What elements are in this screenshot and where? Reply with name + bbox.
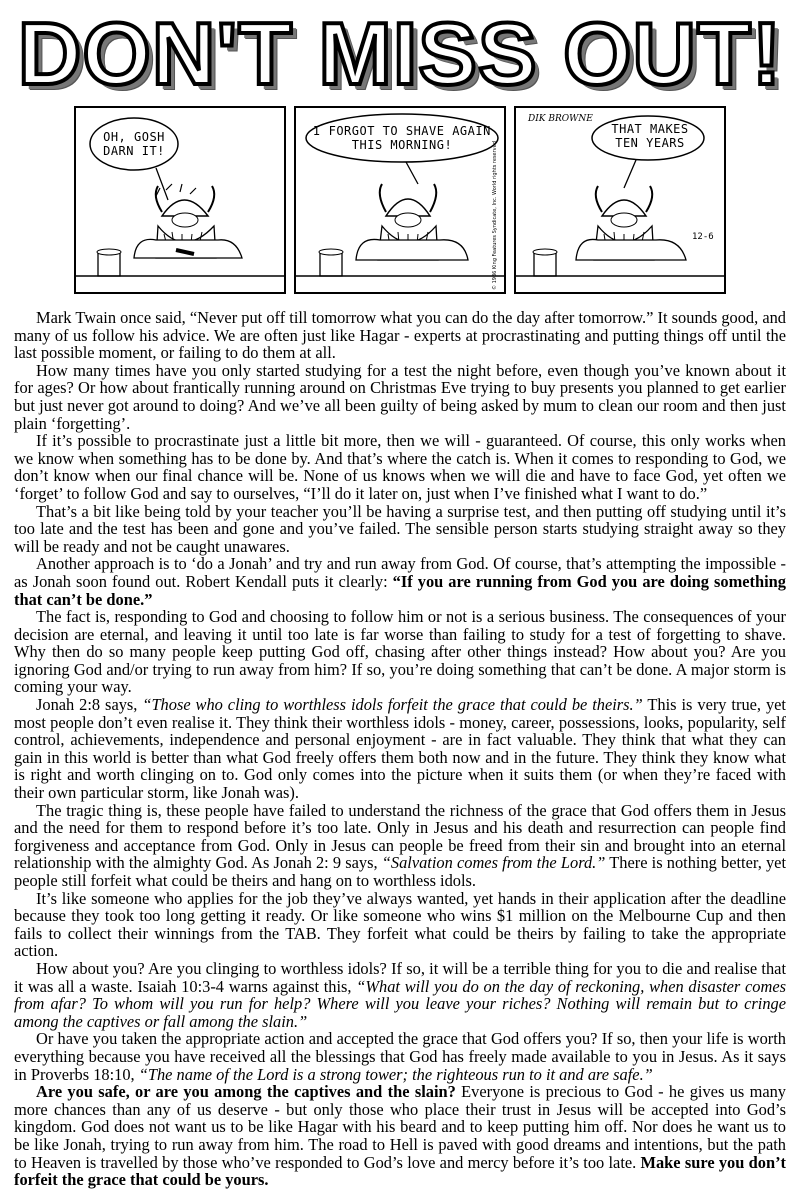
headline: DON'T MISS OUT! [17, 4, 783, 103]
copyright-notice: © 1986 King Features Syndicate, Inc. World rights reserved [492, 141, 498, 290]
text-run: Jonah 2:8 says, [36, 695, 143, 715]
strip-date: 12-6 [692, 232, 714, 242]
text-run: Everyone is precious to God - he gives us many more chances than any of us deserve - but only those who place their trust in Jesus will be accepted into God’s kingdom. God does not want us to be like Hagar with his beard and to keep putting him off. Nor does he want us to be like Jonah, trying to run away from him. The road to Hell is paved with good dreams and intentions, but the path to Heaven is travelled by those who’ve responded to God’s love and mercy before it’s too late. [14, 1082, 787, 1172]
paragraph: How many times have you only started studying for a test the night before, even though you’ve known about it for ages? Or how about frantically running around on Christmas Eve trying to buy presents you planned to get earlier but just never got around to doing? And we’ve all been guilty of being asked by mum to clean our room and then just plain ‘forgetting’. [14, 360, 786, 433]
panel-1-speech: OH, GOSH DARN IT! [103, 130, 165, 158]
scripture-quote: “The name of the Lord is a strong tower; the righteous run to it and are safe.” [138, 1064, 653, 1084]
bold-closing: Make sure you don’t forfeit the grace that could be yours. [14, 1152, 786, 1190]
article-body [14, 309, 786, 1189]
paragraph: The fact is, responding to God and choosing to follow him or not is a serious business. The consequences of your decision are eternal, and leaving it until too late is far worse than failing to study for a test of forgetting to shave. Why then do so many people keep putting God off, chasing after other things instead? How about you? Are you ignoring God and/or trying to run away from him? If so, you’re doing something that can’t be done. A major storm is coming your way. [14, 607, 786, 697]
paragraph [14, 555, 786, 608]
comic-panel-3 [514, 106, 726, 294]
comic-panel-1 [74, 106, 286, 294]
artist-signature: DIK BROWNE [528, 114, 593, 124]
paragraph [14, 1030, 786, 1083]
scripture-quote: “Salvation comes from the Lord.” [381, 853, 606, 873]
text-run: Or have you taken the appropriate action and accepted the grace that God offers you? If so, then your life is worth everything because you have received all the blessings that God has freely made available to you in Jesus. As it says in Proverbs 18:10, [14, 1029, 786, 1084]
bold-quote: “If you are running from God you are doing something that can’t be done.” [14, 571, 786, 609]
paragraph: Mark Twain once said, “Never put off till tomorrow what you can do the day after tomorrow.” It sounds good, and many of us follow his advice. We are often just like Hagar - experts at procrastinating and putting things off until the last possible moment, or failing to do them at all. [14, 308, 786, 363]
paragraph [14, 1083, 786, 1189]
text-run: The tragic thing is, these people have failed to understand the richness of the grace that God offers them in Jesus and the need for them to respond before it’s too late. Only in Jesus and his death and resurrection can people find forgiveness and acceptance from God. Only in Jesus can people be freed from their sin and brought into an eternal relationship with the almighty God. As Jonah 2: 9 says, [14, 800, 786, 873]
paragraph [14, 960, 786, 1030]
text-run: This is very true, yet most people don’t even realise it. They think their worthless idols - money, career, possessions, looks, popularity, self control, achievements, independence and personal enjoyment - are in fact valuable. They think that what they can gain in this world is better than what God freely offers them both now and in the future. They think they know what is right and worth clinging on to. God only comes into the picture when it suits them (or when they’re faced with their own particular storm, like Jonah was). [14, 695, 786, 803]
paragraph [14, 696, 786, 802]
paragraph: It’s like someone who applies for the job they’ve always wanted, yet hands in their application after the deadline because they took too long getting it ready. Or like someone who wins $1 million on the Melbourne Cup and then fails to collect their winnings from the TAB. They forfeit what could be theirs by failing to take the appropriate action. [14, 888, 786, 961]
scripture-quote: “What will you do on the day of reckoning, when disaster comes from afar? To whom will you run for help? Where will you leave your riches? Nothing will remain but to cringe among the captives or fall among the slain.” [14, 976, 786, 1031]
paragraph [14, 802, 786, 890]
bold-question: Are you safe, or are you among the captives and the slain? [36, 1082, 456, 1102]
comic-strip [74, 106, 726, 294]
text-run: How about you? Are you clinging to worthless idols? If so, it will be a terrible thing for you to die and realise that it was all a waste. Isaiah 10:3-4 warns against this, [14, 958, 786, 996]
panel-2-speech: I FORGOT TO SHAVE AGAIN THIS MORNING! [313, 124, 491, 152]
paragraph: If it’s possible to procrastinate just a little bit more, then we will - guaranteed. Of course, this only works when we know when something has to be done by. And that’s where the catch is. When it comes to responding to God, we don’t know when our final chance will be. None of us knows when we will die and have to face God, yet often we ‘forget’ to follow God and say to ourselves, “I’ll do it later on, just when I’ve finished what I want to do.” [14, 431, 786, 503]
paragraph: That’s a bit like being told by your teacher you’ll be having a surprise test, and then putting off studying until it’s too late and the test has been and gone and you’ve failed. The sensible person starts studying straight away so they will be ready and not be caught unawares. [14, 501, 786, 556]
comic-panel-2 [294, 106, 506, 294]
text-run: Another approach is to ‘do a Jonah’ and try and run away from God. Of course, that’s attempting the impossible - as Jonah soon found out. Robert Kendall puts it clearly: [14, 554, 786, 591]
scripture-quote: “Those who cling to worthless idols forfeit the grace that could be theirs.” [142, 695, 643, 715]
panel-3-speech: THAT MAKES TEN YEARS [611, 122, 689, 150]
text-run: There is nothing better, yet people still forfeit what could be theirs and hang on to worthless idols. [14, 853, 786, 890]
